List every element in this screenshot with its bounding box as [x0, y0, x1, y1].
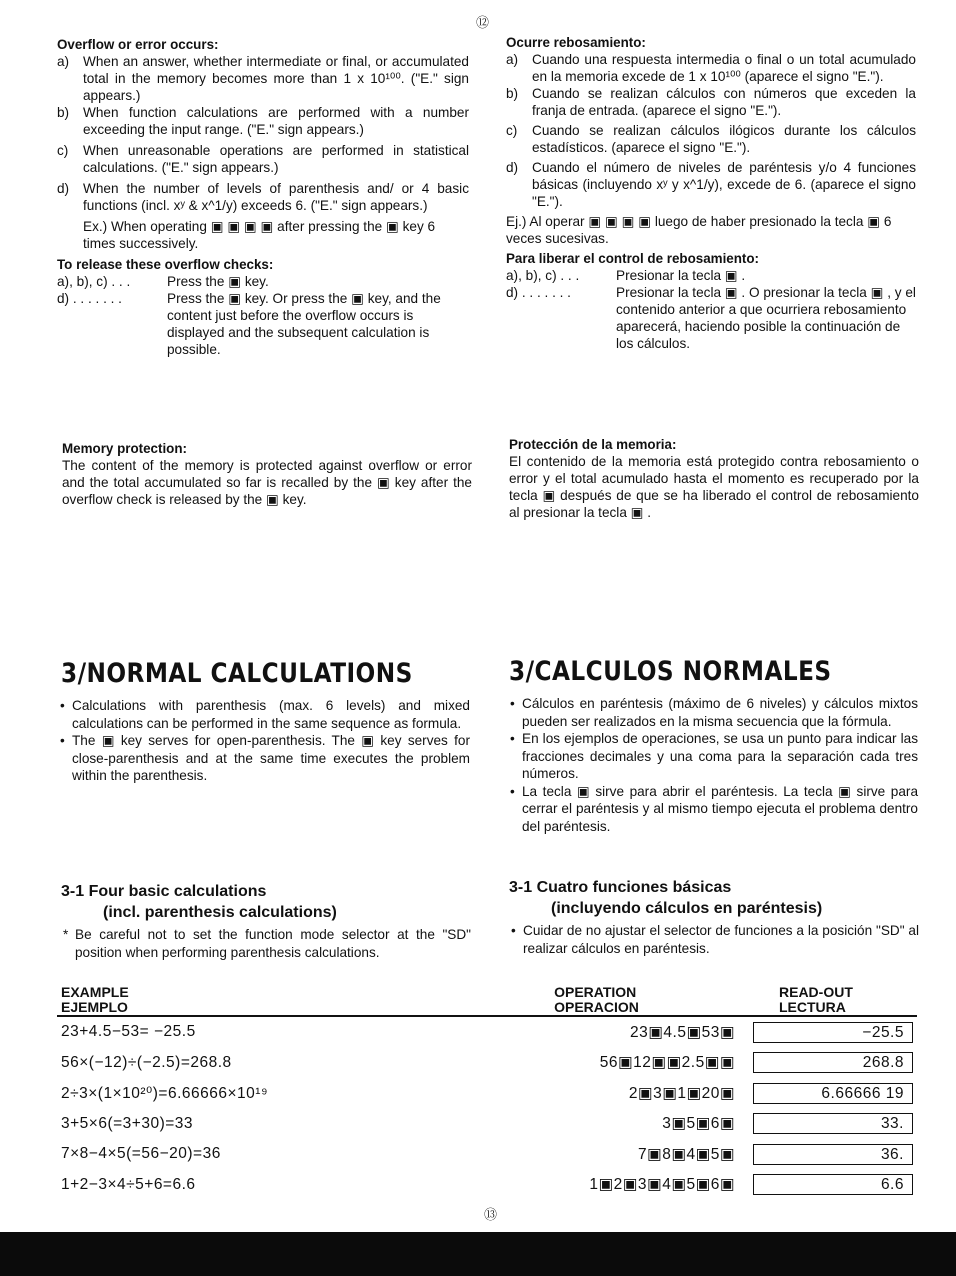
example-header-en: EXAMPLE	[61, 984, 129, 1000]
memory-heading-en: Memory protection:	[62, 441, 187, 456]
readout-display: 36.	[753, 1144, 913, 1165]
item-text: When an answer, whether intermediate or final, or accumulated total in the memory becomes more than 1 x 10¹⁰⁰. ("E." sign appears.)	[83, 54, 469, 103]
overflow-heading-es: Ocurre rebosamiento:	[506, 35, 646, 50]
example-note-en: Ex.) When operating ▣ ▣ ▣ ▣ after pressing the ▣ key 6 times successively.	[83, 219, 436, 251]
bullet-dot: •	[60, 733, 65, 748]
bullet-item	[510, 730, 918, 783]
item-text: Cuando se realizan cálculos ilógicos durante los cálculos estadísticos. (aparece el signo "E.").	[532, 123, 916, 155]
item-label: b)	[57, 105, 70, 120]
memory-text-es: El contenido de la memoria está protegido contra rebosamiento o error y el total acumulado hasta el momento es recuperado por la tecla ▣ después de que se ha liberado el control de rebosamiento al presionar la tecla ▣ .	[509, 454, 919, 520]
bullet-text: Cálculos en paréntesis (máximo de 6 niveles) y cálculos mixtos pueden ser realizados en la misma secuencia que la fórmula.	[522, 696, 918, 729]
bullet-dot: •	[510, 783, 515, 799]
release-label: a), b), c) . . .	[57, 274, 131, 289]
release-text: Presionar la tecla ▣ . O presionar la tecla ▣ , y el contenido anterior a que ocurriera rebosamiento aparecerá, haciendo posible la continuación de los cálculos.	[616, 285, 916, 351]
memory-text-en: The content of the memory is protected against overflow or error and the total accumulated so far is recalled by the ▣ key after the overflow check is released by the ▣ key.	[62, 458, 472, 507]
item-text: Cuando se realizan cálculos con números que exceden la franja de entrada. (aparece el signo "E.").	[532, 86, 916, 118]
readout-cell	[749, 1078, 917, 1109]
release-item-en	[57, 290, 469, 358]
readout-display: 33.	[753, 1113, 913, 1134]
release-item-es	[506, 267, 916, 284]
bullet-item	[60, 732, 470, 785]
operation-header-en: OPERATION	[554, 984, 637, 1000]
release-heading-es: Para liberar el control de rebosamiento:	[506, 251, 760, 266]
bullet-item	[510, 783, 918, 836]
bullet-item	[510, 695, 918, 730]
page-number-bottom: ⑬	[484, 1207, 498, 1222]
release-heading-en: To release these overflow checks:	[57, 257, 274, 272]
bullet-text: Be careful not to set the function mode selector at the "SD" position when performing parenthesis calculations.	[75, 927, 471, 960]
overflow-item-es	[506, 51, 916, 85]
item-label: b)	[506, 86, 519, 101]
subsection-line-1: 3-1 Cuatro funciones básicas	[509, 879, 732, 896]
item-label: a)	[57, 54, 70, 69]
example-cell: 2÷3×(1×10²⁰)=6.66666×10¹⁹	[61, 1084, 269, 1102]
bullet-item	[60, 697, 470, 732]
readout-cell	[749, 1139, 917, 1170]
overflow-heading-en: Overflow or error occurs:	[57, 37, 219, 52]
memory-protection-en	[62, 440, 472, 508]
readout-display: 6.66666 19	[753, 1083, 913, 1104]
subsection-line-2: (incl. parenthesis calculations)	[103, 904, 337, 921]
readout-cell	[749, 1170, 917, 1201]
example-note-es: Ej.) Al operar ▣ ▣ ▣ ▣ luego de haber presionado la tecla ▣ 6 veces sucesivas.	[506, 214, 892, 246]
overflow-item-es	[506, 122, 916, 156]
bullet-dot: •	[511, 923, 516, 938]
item-label: d)	[506, 160, 519, 175]
item-text: When the number of levels of parenthesis and/ or 4 basic functions (incl. xʸ & x^1/y) exceeds 6. ("E." sign appears.)	[83, 181, 469, 213]
memory-protection-es	[509, 436, 919, 521]
operation-header-es: OPERACION	[554, 999, 639, 1015]
readout-header-en: READ-OUT	[779, 984, 853, 1000]
readout-cell	[749, 1048, 917, 1079]
example-cell: 56×(−12)÷(−2.5)=268.8	[61, 1053, 232, 1071]
overflow-item-en	[57, 104, 469, 138]
readout-cell	[749, 1016, 917, 1048]
subsection-title-es	[509, 877, 822, 919]
item-text: When function calculations are performed with a number exceeding the input range. ("E." sign appears.)	[83, 105, 469, 137]
readout-display: −25.5	[753, 1022, 913, 1043]
operation-cell: 1▣2▣3▣4▣5▣6▣	[589, 1176, 735, 1194]
table-row	[57, 1109, 917, 1140]
bullet-item	[511, 922, 919, 957]
overflow-item-es	[506, 159, 916, 210]
table-header-row	[57, 985, 917, 1016]
bullet-text: Cuidar de no ajustar el selector de funciones a la posición "SD" al realizar cálculos en paréntesis.	[523, 923, 919, 956]
release-item-es	[506, 284, 916, 352]
example-cell: 1+2−3×4÷5+6=6.6	[61, 1175, 196, 1193]
memory-heading-es: Protección de la memoria:	[509, 437, 677, 452]
operation-header	[514, 985, 749, 1016]
example-header	[57, 985, 514, 1016]
table-row	[57, 1048, 917, 1079]
section-title-en: 3/NORMAL CALCULATIONS	[61, 658, 413, 689]
table-row	[57, 1016, 917, 1048]
release-label: a), b), c) . . .	[506, 268, 580, 283]
table-row	[57, 1170, 917, 1201]
item-text: Cuando una respuesta intermedia o final o un total acumulado en la memoria excede de 1 x 10¹⁰⁰ (aparece el signo "E.").	[532, 52, 916, 84]
bullet-dot: •	[510, 696, 515, 711]
example-header-es: EJEMPLO	[61, 999, 128, 1015]
item-label: c)	[57, 143, 69, 158]
page-number-top: ⑫	[476, 15, 490, 30]
subsection-line-2: (incluyendo cálculos en paréntesis)	[551, 900, 823, 917]
subsection-title-en	[61, 881, 337, 923]
overflow-item-en	[57, 53, 469, 104]
bullets-en	[60, 697, 470, 785]
readout-header	[749, 985, 917, 1016]
overflow-item-es	[506, 85, 916, 119]
operation-cell: 2▣3▣1▣20▣	[628, 1084, 735, 1102]
overflow-item-en	[57, 142, 469, 176]
release-label: d) . . . . . . .	[506, 285, 571, 300]
readout-display: 6.6	[753, 1174, 913, 1195]
table-row	[57, 1078, 917, 1109]
bullet-dot: *	[63, 927, 69, 942]
operation-cell: 7▣8▣4▣5▣	[637, 1145, 735, 1163]
operation-cell: 56▣12▣▣2.5▣▣	[599, 1054, 735, 1072]
operation-cell: 23▣4.5▣53▣	[630, 1023, 735, 1041]
item-text: When unreasonable operations are performed in statistical calculations. ("E." sign appears.)	[83, 143, 469, 175]
scan-edge-band	[0, 1232, 956, 1276]
table-row	[57, 1139, 917, 1170]
overflow-item-en	[57, 180, 469, 214]
readout-header-es: LECTURA	[779, 999, 846, 1015]
release-text: Press the ▣ key. Or press the ▣ key, and the content just before the overflow occurs is displayed and the subsequent calculation is possible.	[167, 291, 441, 357]
bullet-text: La tecla ▣ sirve para abrir el paréntesis. La tecla ▣ sirve para cerrar el paréntesis y al mismo tiempo ejecuta el problema dentro del paréntesis.	[522, 783, 918, 834]
item-text: Cuando el número de niveles de paréntesis y/o 4 funciones básicas (incluyendo xʸ y x^1/y), excede de 6. (aparece el signo "E.").	[532, 160, 916, 209]
bullet-text: The ▣ key serves for open-parenthesis. The ▣ key serves for close-parenthesis and at the same time executes the problem within the parenthesis.	[72, 733, 470, 783]
bullet-text: En los ejemplos de operaciones, se usa un punto para indicar las fracciones decimales y una coma para la separación cada tres números.	[522, 731, 918, 781]
section-title-es: 3/CALCULOS NORMALES	[509, 656, 832, 687]
bullet-text: Calculations with parenthesis (max. 6 levels) and mixed calculations can be performed in the same sequence as formula.	[72, 698, 470, 731]
readout-cell	[749, 1109, 917, 1140]
operation-cell: 3▣5▣6▣	[662, 1115, 735, 1133]
item-label: d)	[57, 181, 70, 196]
subsection-line-1: 3-1 Four basic calculations	[61, 883, 267, 900]
item-label: a)	[506, 52, 519, 67]
example-table	[57, 985, 917, 1200]
bullet-item	[63, 926, 471, 961]
bullets-es	[510, 695, 918, 835]
readout-display: 268.8	[753, 1052, 913, 1073]
example-cell: 7×8−4×5(=56−20)=36	[61, 1145, 221, 1163]
bullet-dot: •	[60, 698, 65, 713]
overflow-section-en	[57, 36, 469, 358]
release-label: d) . . . . . . .	[57, 291, 122, 306]
example-cell: 23+4.5−53= −25.5	[61, 1023, 196, 1041]
release-item-en	[57, 273, 469, 290]
release-text: Presionar la tecla ▣ .	[616, 268, 746, 283]
bullet-dot: •	[510, 731, 515, 746]
sub-bullet-es	[511, 922, 919, 957]
overflow-section-es	[506, 34, 916, 352]
item-label: c)	[506, 123, 518, 138]
release-text: Press the ▣ key.	[167, 274, 269, 289]
sub-bullet-en	[63, 926, 471, 961]
example-cell: 3+5×6(=3+30)=33	[61, 1114, 194, 1132]
